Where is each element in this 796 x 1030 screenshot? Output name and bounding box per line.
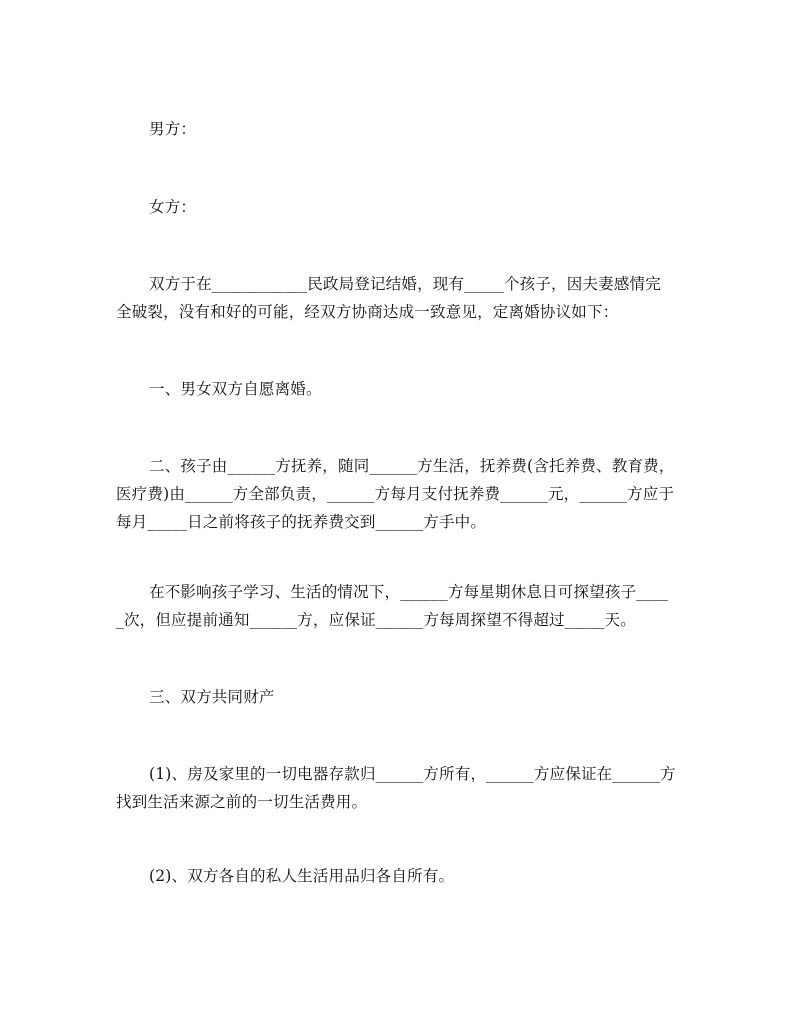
clause-three-item-1: (1)、房及家里的一切电器存款归______方所有，______方应保证在______方找到生活来源之前的一切生活费用。 bbox=[116, 765, 676, 811]
intro-paragraph: 双方于在____________民政局登记结婚，现有_____个孩子，因夫妻感情完全破裂，没有和好的可能，经双方协商达成一致意见，定离婚协议如下： bbox=[116, 275, 661, 321]
clause-one: 一、男女双方自愿离婚。 bbox=[149, 380, 322, 398]
female-party-label: 女方： bbox=[149, 198, 197, 216]
clause-three-heading: 三、双方共同财产 bbox=[149, 688, 275, 706]
visitation-paragraph: 在不影响孩子学习、生活的情况下，______方每星期休息日可探望孩子_____次，但应提前通知______方，应保证______方每周探望不得超过_____天。 bbox=[116, 583, 669, 629]
clause-three-item-2: (2)、双方各自的私人生活用品归各自所有。 bbox=[149, 867, 455, 885]
male-party-label: 男方： bbox=[149, 120, 197, 138]
clause-two-custody: 二、孩子由______方抚养，随同______方生活，抚养费(含托养费、教育费，医疗费)由______方全部负责，______方每月支付抚养费______元，______方应于每月_____日之前将孩子的抚养费交到______方手中。 bbox=[116, 457, 675, 531]
